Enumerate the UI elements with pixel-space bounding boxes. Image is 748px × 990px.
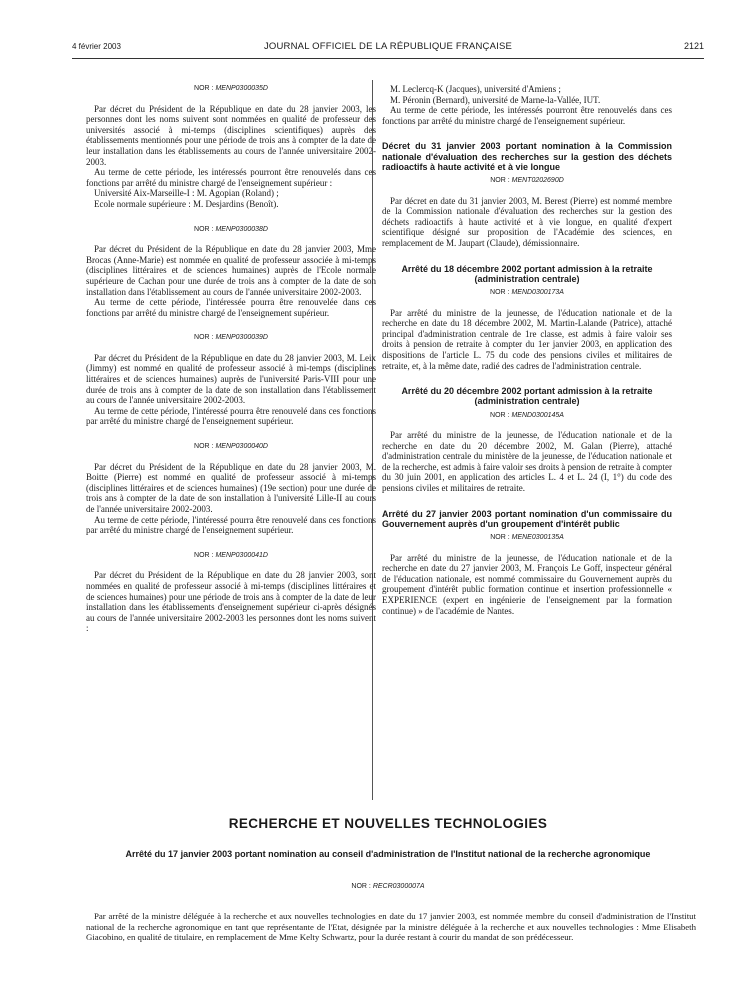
decree-paragraph: Par décret en date du 31 janvier 2003, M. Berest (Pierre) est nommé membre de la Commission nationale d'évaluation des recherches sur la gestion des déchets radioactifs à haute activité et à vie longue, en qualité d'expert scientifique désigné sur proposition de l'Académie des sciences, en remplacement de M. Jaupart (Claude), démissionnaire. (382, 195, 672, 248)
header-rule (72, 58, 704, 59)
issue-date: 4 février 2003 (72, 42, 121, 51)
act-title: Décret du 31 janvier 2003 portant nomination à la Commission nationale d'évaluation des recherches sur la gestion des déchets radioactifs à haute activité et à vie longue (382, 141, 672, 172)
appointee-line: Université Aix-Marseille-I : M. Agopian (Roland) ; (94, 188, 279, 199)
right-column (382, 84, 672, 631)
decree-block (86, 84, 376, 210)
decree-paragraph: Par décret du Président de la République en date du 28 janvier 2003, Mme Brocas (Anne-Marie) est nommée en qualité de professeur associée à mi-temps (disciplines littéraires et de sciences humaines) auprès de l'Ecole normale supérieure de Cachan pour une durée de trois ans à compter de la date de son installation dans l'établissement au cours de l'année universitaire 2002-2003. (86, 244, 376, 297)
order-paragraph: Par arrêté de la ministre déléguée à la recherche et aux nouvelles technologies en date du 17 janvier 2003, est nommée membre du conseil d'administration de l'Institut national de la recherche agronomique en tant que représentante de l'Etat, désignée par la ministre déléguée à la recherche et aux nouvelles technologies : Mme Elisabeth Giacobino, en qualité de titulaire, en remplacement de Mme Kelty Schwartz, pour la durée restant à courir du mandat de son prédécesseur. (86, 911, 696, 943)
nor-reference: NOR : MENE0300135A (490, 534, 564, 542)
act-title: Arrêté du 27 janvier 2003 portant nomination d'un commissaire du Gouvernement auprès d'un groupement d'intérêt public (382, 508, 672, 529)
nor-reference: NOR : MENP0300035D (194, 85, 268, 92)
nor-reference: NOR : MEND0300173A (490, 288, 564, 296)
nor-reference: NOR : MENP0300041D (194, 551, 268, 559)
decree-block (86, 225, 376, 319)
decree-paragraph: Au terme de cette période, l'intéressé pourra être renouvelé dans ces fonctions par arrêté du ministre chargé de l'enseignement supérieur. (86, 514, 376, 536)
order-block (382, 264, 672, 372)
section-heading: RECHERCHE ET NOUVELLES TECHNOLOGIES (228, 816, 548, 831)
decree-block (86, 551, 376, 634)
decree-paragraph: Au terme de cette période, l'intéressée pourra être renouvelée dans ces fonctions par arrêté du ministre chargé de l'enseignement supérieur. (86, 297, 376, 318)
nor-reference: NOR : MEND0300145A (490, 411, 564, 419)
act-title: Arrêté du 17 janvier 2003 portant nomination au conseil d'administration de l'Institut national de la recherche agronomique (125, 849, 651, 859)
order-paragraph: Par arrêté du ministre de la jeunesse, de l'éducation nationale et de la recherche en date du 27 janvier 2003, M. François Le Goff, inspecteur général de l'éducation nationale, est nommé commissaire du Gouvernement auprès du groupement d'intérêt public formation continue et insertion professionnelle « EXPERIENCE (expert en ingénierie de l'enseignement par la formation continue) » de l'académie de Nantes. (382, 552, 672, 616)
order-paragraph: Par arrêté du ministre de la jeunesse, de l'éducation nationale et de la recherche en date du 18 décembre 2002, M. Martin-Lalande (Patrice), attaché principal d'administration centrale de 1re classe, est admis à faire valoir ses droits à pension de retraite à compter du 1er janvier 2003, en application des dispositions de l'article L. 75 du code des pensions civiles et militaires de retraite, et, à la même date, radié des cadres de l'administration centrale. (382, 307, 672, 371)
order-block (382, 509, 672, 617)
appointee-line: M. Leclercq-K (Jacques), université d'Amiens ; (390, 84, 561, 94)
continuation-block (382, 84, 672, 126)
order-paragraph: Par arrêté du ministre de la jeunesse, de l'éducation nationale et de la recherche en date du 20 décembre 2002, M. Galan (Pierre), attaché d'administration centrale du ministère de la jeunesse, de l'éducation nationale et de la recherche, est admis à faire valoir ses droits à pension de retraite à compter du 30 juin 2001, en application des articles L. 4 et L. 24 (I, 1°) du code des pensions civiles et militaires de retraite. (382, 430, 672, 494)
decree-paragraph: Par décret du Président de la République en date du 28 janvier 2003, M. Boitte (Pierre) est nommé en qualité de professeur associé à mi-temps (disciplines littéraires et de sciences humaines) (19e section) pour une durée de trois ans à compter de la date de son installation à l'université Lille-II au cours de l'année universitaire 2002-2003. (86, 461, 376, 514)
decree-paragraph: Au terme de cette période, l'intéressé pourra être renouvelé dans ces fonctions par arrêté du ministre chargé de l'enseignement supérieur. (86, 405, 376, 427)
decree-block (382, 141, 672, 248)
decree-paragraph: Par décret du Président de la République en date du 28 janvier 2003, les personnes dont les noms suivent sont nommées en qualité de professeur des universités associé à mi-temps (disciplines scientifiques) auprès des établissements mentionnés pour une période de trois ans à compter de la date de leur installation dans les établissements au cours de l'année universitaire 2002-2003. (86, 103, 376, 167)
decree-paragraph: Par décret du Président de la République en date du 28 janvier 2003, sont nommées en qualité de professeur associé à mi-temps (disciplines littéraires et de sciences humaines) pour une période de trois ans à compter de la date de leur installation dans les établissements d'enseignement supérieur ci-après désignés au cours de l'année universitaire 2002-2003 les personnes dont les noms suivent : (86, 570, 376, 634)
appointee-line: Ecole normale supérieure : M. Desjardins (Benoît). (94, 198, 279, 209)
order-block (382, 386, 672, 494)
decree-block (86, 333, 376, 427)
nor-reference: NOR : MENT0202690D (490, 176, 564, 184)
nor-reference: NOR : MENP0300040D (194, 443, 268, 451)
left-column (86, 84, 376, 649)
decree-paragraph: Par décret du Président de la République en date du 28 janvier 2003, M. Leix (Jimmy) est nommé en qualité de professeur associé à mi-temps (disciplines littéraires et de sciences humaines) auprès de l'université Paris-VIII pour une durée de trois ans à compter de la date de son installation dans l'établissement au cours de l'année universitaire 2002-2003. (86, 352, 376, 406)
page-number: 2121 (683, 41, 704, 51)
decree-paragraph: Au terme de cette période, les intéressés pourront être renouvelés dans ces fonctions par arrêté du ministre chargé de l'enseignement supérieur : (86, 167, 376, 188)
nor-reference: NOR : MENP0300039D (194, 334, 268, 342)
decree-paragraph: Au terme de cette période, les intéressés pourront être renouvelés dans ces fonctions par arrêté du ministre chargé de l'enseignement supérieur. (382, 105, 672, 126)
appointee-line: M. Péronin (Bernard), université de Marne-la-Vallée, IUT. (390, 94, 601, 105)
running-header (72, 40, 704, 56)
act-title: Arrêté du 18 décembre 2002 portant admission à la retraite (administration centrale) (401, 263, 653, 284)
decree-block (86, 442, 376, 536)
nor-reference: NOR : MENP0300038D (194, 225, 268, 233)
act-title: Arrêté du 20 décembre 2002 portant admission à la retraite (administration centrale) (401, 386, 653, 407)
journal-title: JOURNAL OFFICIEL DE LA RÉPUBLIQUE FRANÇAISE (263, 41, 513, 52)
nor-reference: NOR : RECR0300007A (351, 883, 425, 890)
